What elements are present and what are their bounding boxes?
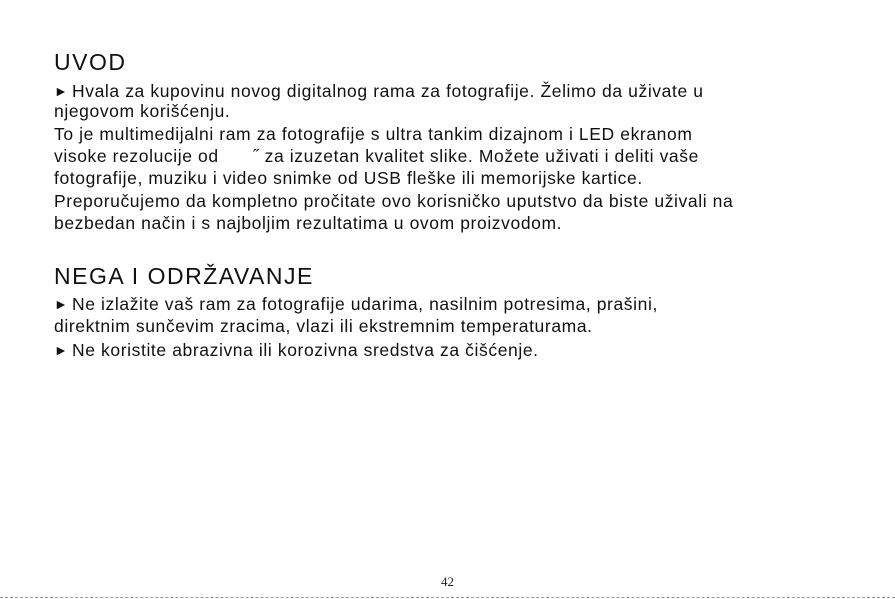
intro-text-1: Hvala za kupovinu novog digitalnog rama za fotografije. Želimo da uživate u	[72, 81, 704, 101]
care-text-3: Ne koristite abrazivna ili korozivna sredstva za čišćenje.	[72, 340, 539, 360]
care-line-3	[54, 340, 539, 360]
page-number: 42	[441, 574, 454, 589]
care-text-1: Ne izlažite vaš ram za fotografije udarima, nasilnim potresima, prašini,	[72, 294, 658, 314]
section-heading-care: NEGA I ODRŽAVANJE	[54, 263, 314, 289]
intro-line-3: To je multimedijalni ram za fotografije s ultra tankim dizajnom i LED ekranom	[54, 124, 693, 144]
section-heading-intro: UVOD	[54, 49, 127, 75]
bullet-arrow-icon: ►	[54, 342, 69, 358]
intro-line-1	[54, 81, 704, 101]
bullet-arrow-icon: ►	[54, 83, 69, 99]
intro-text-4a: visoke rezolucije od	[54, 146, 219, 166]
care-line-2: direktnim sunčevim zracima, vlazi ili ekstremnim temperaturama.	[54, 316, 593, 336]
intro-line-4	[54, 146, 699, 166]
bottom-divider	[0, 597, 895, 598]
intro-line-2: njegovom korišćenju.	[54, 101, 231, 121]
intro-line-5: fotografije, muziku i video snimke od USB fleške ili memorijske kartice.	[54, 168, 643, 188]
intro-line-6: Preporučujemo da kompletno pročitate ovo korisničko uputstvo da biste uživali na	[54, 191, 734, 211]
bullet-arrow-icon: ►	[54, 296, 69, 312]
intro-line-7: bezbedan način i s najboljim rezultatima u ovom proizvodom.	[54, 213, 563, 233]
care-line-1	[54, 294, 658, 314]
intro-text-4b: ˝ za izuzetan kvalitet slike. Možete uživati i deliti vaše	[252, 146, 699, 166]
